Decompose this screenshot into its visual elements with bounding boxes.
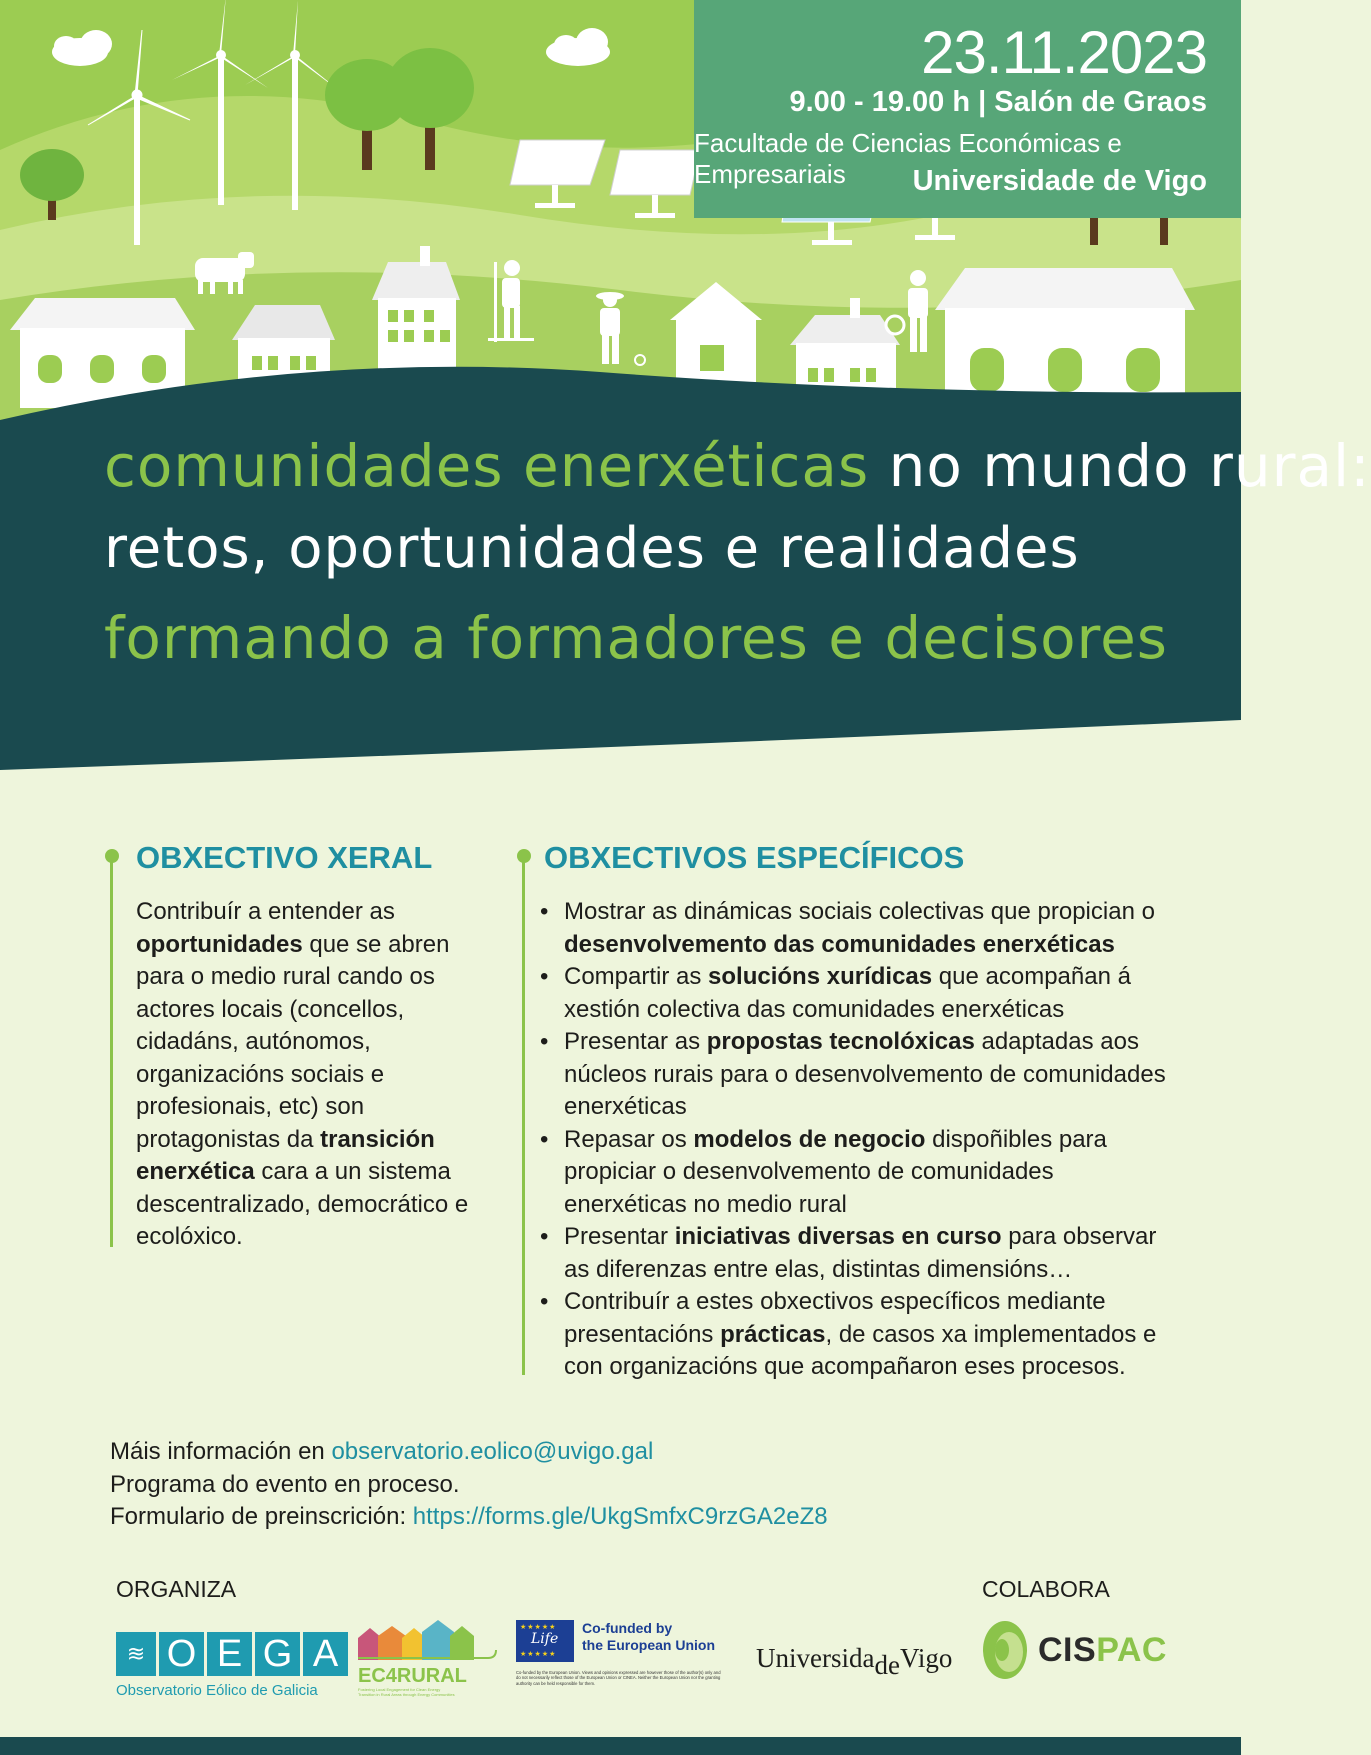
form-label: Formulario de preinscrición: [110, 1503, 413, 1530]
title-green-part: comunidades enerxéticas [104, 432, 870, 500]
text-run: Mostrar as dinámicas sociais colectivas que propician o [564, 898, 1155, 925]
ec4rural-logo [358, 1620, 498, 1697]
text-run: Presentar as [564, 1028, 707, 1055]
specific-objectives-heading: OBXECTIVOS ESPECÍFICOS [544, 840, 965, 875]
text-run: Compartir as [564, 963, 709, 990]
text-run: que se abren para o medio rural cando os actores locais (concellos, cidadáns, autónomos, organizacións sociais e profesionais, etc) son protagonistas da [136, 930, 450, 1153]
life-logo: Life [531, 1631, 559, 1647]
specific-objective-item [540, 961, 1180, 1026]
event-time-place: 9.00 - 19.00 h | Salón de Graos [789, 86, 1207, 118]
cispac-cis: CIS [1038, 1630, 1097, 1669]
oega-letter: G [255, 1632, 300, 1676]
text-run: Contribuír a entender as [136, 898, 395, 925]
text-run: adaptadas aos núcleos rurais para o desenvolvemento de comunidades enerxéticas [564, 1028, 1166, 1120]
more-info-label: Máis información en [110, 1438, 332, 1465]
eu-cofunded-logo [516, 1620, 722, 1686]
colabora-label: COLABORA [982, 1576, 1110, 1602]
more-info-line [110, 1438, 653, 1466]
bold-phrase: modelos de negocio [693, 1125, 926, 1153]
text-run: Repasar os [564, 1125, 694, 1153]
event-info-box [694, 0, 1241, 218]
eu-disclaimer: Co-funded by the European Union. Views and opinions expressed are however those of the author(s) only and do not necessarily reflect those of the European Union or CINEA. Neither the European Union nor the granting authority can be held responsible for them. [516, 1670, 721, 1686]
text-run: para observar as diferenzas entre elas, distintas dimensións… [564, 1223, 1157, 1283]
bold-phrase: propostas tecnolóxicas [706, 1028, 975, 1055]
oega-letter: O [159, 1632, 204, 1676]
bold-phrase: oportunidades [136, 930, 303, 958]
uvigo-part-b: Vigo [899, 1643, 953, 1673]
cispac-logo [982, 1620, 1167, 1680]
footer-bar [0, 1737, 1241, 1755]
uvigo-part-a: Universida [756, 1643, 875, 1673]
programme-note: Programa do evento en proceso. [110, 1471, 460, 1498]
specific-objective-item [540, 896, 1180, 961]
page-subtitle: retos, oportunidades e realidades [104, 516, 1080, 581]
text-run: Contribuír a estes obxectivos específicos mediante presentacións [564, 1288, 1106, 1348]
oega-caption: Observatorio Eólico de Galicia [116, 1682, 318, 1699]
oega-letter: A [303, 1632, 348, 1676]
eu-line-1: Co-funded by [582, 1620, 673, 1636]
page-title [104, 432, 1371, 500]
event-faculty: Facultade de Ciencias Económicas e Empresariais [694, 128, 1122, 189]
page-tagline: formando a formadores e decisores [104, 604, 1169, 672]
general-objective-text [136, 896, 491, 1254]
bold-phrase: solucións xurídicas [708, 963, 933, 990]
bold-phrase: desenvolvemento das comunidades enerxéticas [564, 930, 1115, 958]
ec4rural-tagline: Fostering Local Engagement for Clean Energy Transition in Rural Areas through Energy Communities [358, 1687, 455, 1697]
bold-phrase: iniciativas diversas en curso [674, 1223, 1002, 1250]
oega-letter: E [207, 1632, 252, 1676]
uvigo-logo [756, 1643, 953, 1680]
general-objective-heading: OBXECTIVO XERAL [136, 840, 433, 875]
column-divider [110, 855, 113, 1247]
text-run: , de casos xa implementados e con organizacións que acompañaron eses procesos. [564, 1320, 1157, 1380]
specific-objective-item [540, 1286, 1180, 1384]
text-run: que acompañan á xestión colectiva das comunidades enerxéticas [564, 963, 1131, 1023]
cispac-pac: PAC [1096, 1630, 1167, 1669]
registration-form-link[interactable]: https://forms.gle/UkgSmfxC9rzGA2eZ8 [412, 1503, 828, 1530]
specific-objective-item [540, 1026, 1180, 1124]
bold-phrase: transición enerxética [136, 1125, 435, 1185]
ec4rural-name: EC4RURAL [358, 1665, 467, 1687]
oega-logo [116, 1632, 348, 1699]
eu-flag-icon: Life ★★★★★ ★★★★★ [516, 1620, 574, 1662]
organiza-label: ORGANIZA [116, 1576, 237, 1602]
event-university: Universidade de Vigo [912, 165, 1207, 197]
text-run: cara a un sistema descentralizado, democrático e ecolóxico. [136, 1158, 469, 1250]
wind-icon: ≋ [116, 1632, 156, 1676]
contact-email-link[interactable]: observatorio.eolico@uvigo.gal [331, 1438, 654, 1465]
cispac-emblem-icon [982, 1620, 1028, 1680]
event-date: 23.11.2023 [921, 19, 1207, 86]
title-white-part: no mundo rural: [888, 432, 1371, 500]
bold-phrase: prácticas [720, 1320, 826, 1348]
specific-objectives-list [540, 896, 1180, 1384]
text-run: Presentar [564, 1223, 675, 1250]
specific-objective-item [540, 1124, 1180, 1222]
specific-objective-item [540, 1221, 1180, 1286]
eu-line-2: the European Union [582, 1637, 715, 1653]
form-line [110, 1503, 828, 1531]
houses-logo-icon [358, 1620, 498, 1660]
uvigo-part-de: de [874, 1650, 900, 1680]
column-divider [522, 855, 525, 1375]
text-run: dispoñibles para propiciar o desenvolvemento de comunidades enerxéticas no medio rural [564, 1125, 1107, 1218]
